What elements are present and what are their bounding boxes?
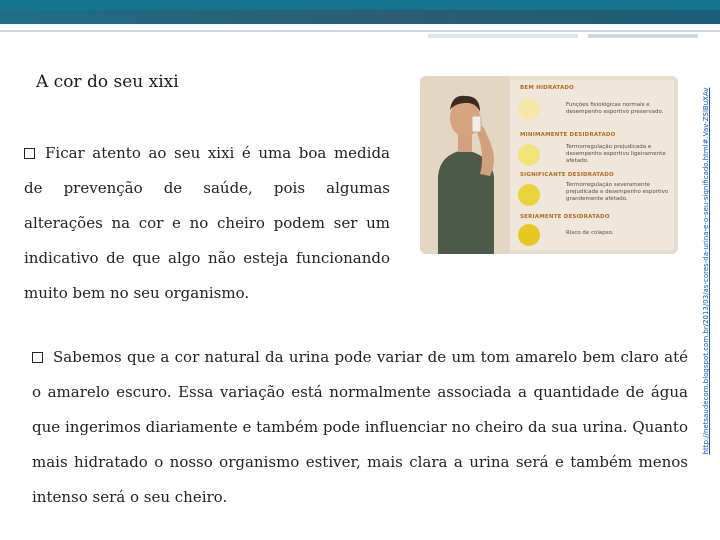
bullet-paragraph-1 — [24, 136, 390, 311]
top-banner — [0, 0, 720, 24]
color-swatch-3 — [518, 184, 540, 206]
color-swatch-1 — [518, 98, 540, 120]
row-label-1: BEM HIDRATADO — [520, 85, 575, 91]
source-link[interactable] — [696, 80, 716, 462]
paragraph-2-text: Sabemos que a cor natural da urina pode variar de um tom amarelo bem claro até o amarelo escuro. Essa variação está normalmente associada a quantidade de água que ingerimos diariamente e também pode influenciar no cheiro da sua urina. Quanto mais hidratado o nosso organismo estiver, mais clara a urina será e também menos intenso será o seu cheiro. — [32, 348, 688, 506]
person-drinking-illustration — [420, 76, 510, 254]
checkbox-bullet-icon — [24, 148, 35, 159]
header-rule — [0, 30, 720, 32]
row-text-3: Termorregulação severamente prejudicada e desempenho esportivo grandemente afetado. — [566, 182, 669, 202]
top-banner-shade — [0, 10, 720, 24]
color-swatch-4 — [518, 224, 540, 246]
checkbox-bullet-icon — [32, 352, 43, 363]
header-accent-left — [428, 34, 578, 38]
paragraph-1-text: Ficar atento ao seu xixi é uma boa medida de prevenção de saúde, pois algumas alterações na cor e no cheiro podem ser um indicativo de que algo não esteja funcionando muito bem no seu organismo. — [24, 144, 390, 302]
row-text-2: Termorregulação prejudicada e desempenho esportivo ligeiramente afetado. — [566, 144, 666, 164]
row-label-3: SIGNIFICANTE DESIDRATADO — [520, 172, 614, 178]
slide-title: A cor do seu xixi — [36, 72, 179, 92]
color-swatch-2 — [518, 144, 540, 166]
row-label-4: SERIAMENTE DESIDRATADO — [520, 214, 610, 220]
row-label-2: MINIMAMENTE DESIDRATADO — [520, 132, 616, 138]
bullet-paragraph-2 — [32, 340, 688, 515]
header-accent-right — [588, 34, 698, 38]
row-text-1: Funções fisiológicas normais e desempenho esportivo preservado. — [566, 102, 664, 115]
row-text-4: Risco de colapso. — [566, 230, 614, 236]
source-link-text[interactable]: http://netsaudecom.blogspot.com.br/2013/03/as-cores-da-urina-e-o-seu-significado.html#.Vav-ZSlBuXAv — [702, 87, 710, 455]
urine-color-infographic — [420, 76, 678, 254]
